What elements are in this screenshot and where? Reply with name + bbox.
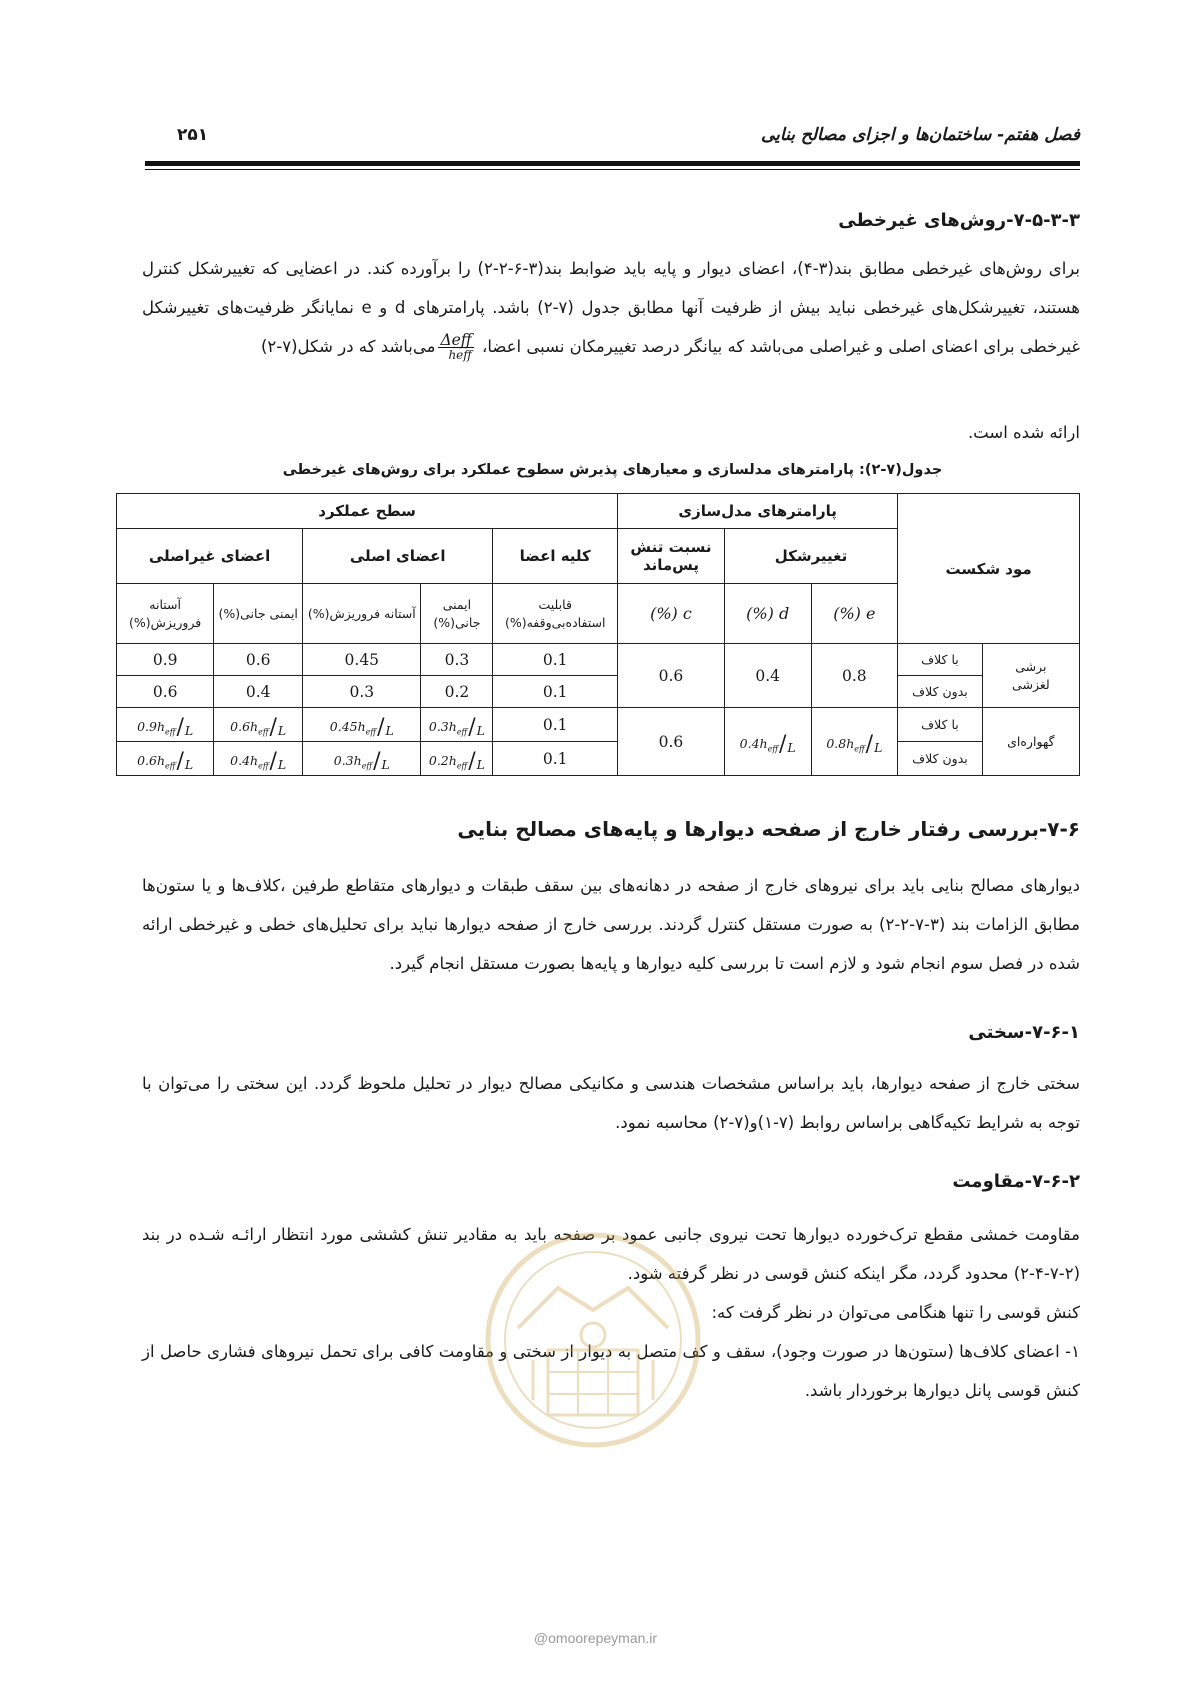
header-collapse-prevention-primary: آستانه فروریزش(%) xyxy=(303,584,421,644)
mode-rocking: گهواره‌ای xyxy=(982,708,1079,776)
header-e: e (%) xyxy=(811,584,898,644)
paragraph-strength-text-2: کنش قوسی را تنها هنگامی می‌توان در نظر گرفت که: xyxy=(711,1303,1080,1322)
paragraph-nonlinear-text: برای روش‌های غیرخطی مطابق بند(۳-۴)، اعضای دیوار و پایه باید ضوابط بند(۳-۶-۲-۲) را برآورده کند. در اعضایی که تغییرشکل کنترل هستند، تغییرشکل‌های غیرخطی نباید بیش از ظرفیت آنها مطابق جدول (۷-۲) باشد. پارامترهای d و e نمایانگر ظرفیت‌های تغییرشکل غیرخطی برای اعضای اصلی و غیراصلی می‌باشد که بیانگر درصد تغییرمکان نسبی اعضا، xyxy=(142,259,1080,356)
ratio-value: $0.3h_{eff}/L$ xyxy=(428,715,485,740)
header-deformation: تغییرشکل xyxy=(724,529,897,584)
header-life-safety-primary: ایمنی جانی(%) xyxy=(421,584,493,644)
section-heading-nonlinear: ۷-۵-۳-۳-روش‌های غیرخطی xyxy=(838,210,1080,231)
header-residual-stress: نسبت تنش پس‌ماند xyxy=(618,529,725,584)
header-rule-thick xyxy=(145,161,1080,166)
paragraph-presented-text: ارائه شده است. xyxy=(967,423,1080,442)
cell-cp-secondary xyxy=(117,742,214,776)
header-collapse-prevention-secondary: آستانه فروریزش(%) xyxy=(117,584,214,644)
paragraph-strength-text-1: مقاومت خمشی مقطع ترک‌خورده دیوارها تحت نیروی جانبی عمود بر صفحه باید به مقادیر تنش کششی مورد انتظار ارائـه شـده در بند (۲-۷-۴-۲) محدود گردد، مگر اینکه کنش قوسی در نظر گرفته شود. xyxy=(142,1225,1080,1283)
cell-ls-secondary: 0.4 xyxy=(214,676,303,708)
section-heading-strength: ۷-۶-۲-مقاومت xyxy=(952,1171,1080,1192)
cell-ls-secondary xyxy=(214,708,303,742)
paragraph-presented xyxy=(142,413,1080,452)
table-row xyxy=(117,644,1080,676)
paragraph-out-of-plane xyxy=(142,866,1080,983)
drift-ratio-fraction xyxy=(438,333,473,362)
with-tie-label: با کلاف xyxy=(898,644,983,676)
header-performance-level: سطح عملکرد xyxy=(117,494,618,529)
paragraph-nonlinear-tail: می‌باشد که در شکل(۷-۲) xyxy=(260,337,436,356)
cell-ls-secondary: 0.6 xyxy=(214,644,303,676)
ratio-value: $0.4h_{eff}/L$ xyxy=(739,732,796,757)
without-tie-label: بدون کلاف xyxy=(898,742,983,776)
table-row xyxy=(117,676,1080,708)
shear-d-value: 0.4 xyxy=(724,644,811,708)
mode-sliding-label: لغزشی xyxy=(1012,676,1050,692)
paragraph-stiffness-text: سختی خارج از صفحه دیوارها، باید براساس مشخصات هندسی و مکانیکی مصالح دیوار در تحلیل ملحوظ گردد. این سختی را می‌توان با توجه به شرایط تکیه‌گاهی براساس روابط (۷-۱)و(۷-۲) محاسبه نمود. xyxy=(142,1074,1080,1132)
ratio-value: $0.9h_{eff}/L$ xyxy=(137,715,194,740)
chapter-title: فصل هفتم- ساختمان‌ها و اجزای مصالح بنایی xyxy=(761,125,1080,145)
header-c: c (%) xyxy=(618,584,725,644)
page-number: ۲۵۱ xyxy=(177,125,209,145)
mode-shear-sliding xyxy=(982,644,1079,708)
section-heading-stiffness: ۷-۶-۱-سختی xyxy=(968,1022,1080,1043)
fraction-numerator: Δeff xyxy=(440,331,472,349)
header-secondary-members: اعضای غیراصلی xyxy=(117,529,303,584)
header-primary-members: اعضای اصلی xyxy=(303,529,493,584)
paragraph-strength-text-3: ۱- اعضای کلاف‌ها (ستون‌ها در صورت وجود)، سقف و کف متصل به دیوار از سختی و مقاومت کافی برای تحمل نیروهای فشاری حاصل از کنش قوسی پانل دیوارها برخوردار باشد. xyxy=(142,1342,1080,1400)
table-row xyxy=(117,742,1080,776)
paragraph-out-of-plane-text: دیوارهای مصالح بنایی باید برای نیروهای خارج از صفحه در دهانه‌های بین سقف طبقات و دیوارهای متقاطع طرفین ،کلاف‌ها و یا ستون‌ها مطابق الزامات بند (۳-۷-۲-۲) به صورت مستقل کنترل گردند. بررسی خارج از صفحه دیوارها نباید برای تحلیل‌های خطی و غیرخطی ارائه شده در فصل سوم انجام شود و لازم است تا بررسی کلیه دیوارها و پایه‌ها بصورت مستقل انجام گیرد. xyxy=(142,876,1080,973)
ratio-value: $0.45h_{eff}/L$ xyxy=(329,715,394,740)
shear-c-value: 0.6 xyxy=(618,644,725,708)
cell-ls-primary: 0.2 xyxy=(421,676,493,708)
ratio-value: $0.4h_{eff}/L$ xyxy=(230,749,287,774)
cell-ls-primary xyxy=(421,708,493,742)
table-caption: جدول(۷-۲): پارامترهای مدلسازی و معیارهای پذیرش سطوح عملکرد برای روش‌های غیرخطی xyxy=(282,462,943,478)
mode-shear-label: برشی xyxy=(1015,658,1047,674)
header-d: d (%) xyxy=(724,584,811,644)
watermark-logo xyxy=(478,1210,708,1520)
cell-cp-secondary: 0.9 xyxy=(117,644,214,676)
cell-io: 0.1 xyxy=(493,644,618,676)
cell-cp-primary xyxy=(303,742,421,776)
header-all-members: کلیه اعضا xyxy=(493,529,618,584)
cell-ls-secondary xyxy=(214,742,303,776)
ratio-value: $0.3h_{eff}/L$ xyxy=(333,749,390,774)
header-life-safety-secondary: ایمنی جانی(%) xyxy=(214,584,303,644)
with-tie-label: با کلاف xyxy=(898,708,983,742)
ratio-value: $0.8h_{eff}/L$ xyxy=(826,732,883,757)
cell-cp-primary: 0.3 xyxy=(303,676,421,708)
fraction-denominator: heff xyxy=(448,348,472,362)
table-row xyxy=(117,708,1080,742)
cell-io: 0.1 xyxy=(493,708,618,742)
watermark-url: @omoorepeyman.ir xyxy=(533,1630,658,1646)
header-modeling-params: پارامترهای مدل‌سازی xyxy=(618,494,898,529)
ratio-value: $0.6h_{eff}/L$ xyxy=(137,749,194,774)
acceptance-criteria-table xyxy=(116,493,1080,776)
rocking-d-value xyxy=(724,708,811,776)
header-immediate-occupancy: قابلیت استفاده‌بی‌وقفه(%) xyxy=(493,584,618,644)
cell-ls-primary xyxy=(421,742,493,776)
without-tie-label: بدون کلاف xyxy=(898,676,983,708)
cell-io: 0.1 xyxy=(493,742,618,776)
cell-cp-secondary: 0.6 xyxy=(117,676,214,708)
section-heading-out-of-plane: ۷-۶-بررسی رفتار خارج از صفحه دیوارها و پایه‌های مصالح بنایی xyxy=(457,817,1080,841)
rocking-c-value: 0.6 xyxy=(618,708,725,776)
cell-cp-primary xyxy=(303,708,421,742)
header-failure-mode: مود شکست xyxy=(898,494,1080,644)
shear-e-value: 0.8 xyxy=(811,644,898,708)
page-header xyxy=(145,125,1080,153)
paragraph-stiffness xyxy=(142,1064,1080,1142)
ratio-value: $0.6h_{eff}/L$ xyxy=(230,715,287,740)
header-rule-thin xyxy=(145,169,1080,170)
paragraph-nonlinear xyxy=(142,249,1080,366)
cell-cp-primary: 0.45 xyxy=(303,644,421,676)
cell-ls-primary: 0.3 xyxy=(421,644,493,676)
cell-cp-secondary xyxy=(117,708,214,742)
ratio-value: $0.2h_{eff}/L$ xyxy=(428,749,485,774)
rocking-e-value xyxy=(811,708,898,776)
cell-io: 0.1 xyxy=(493,676,618,708)
